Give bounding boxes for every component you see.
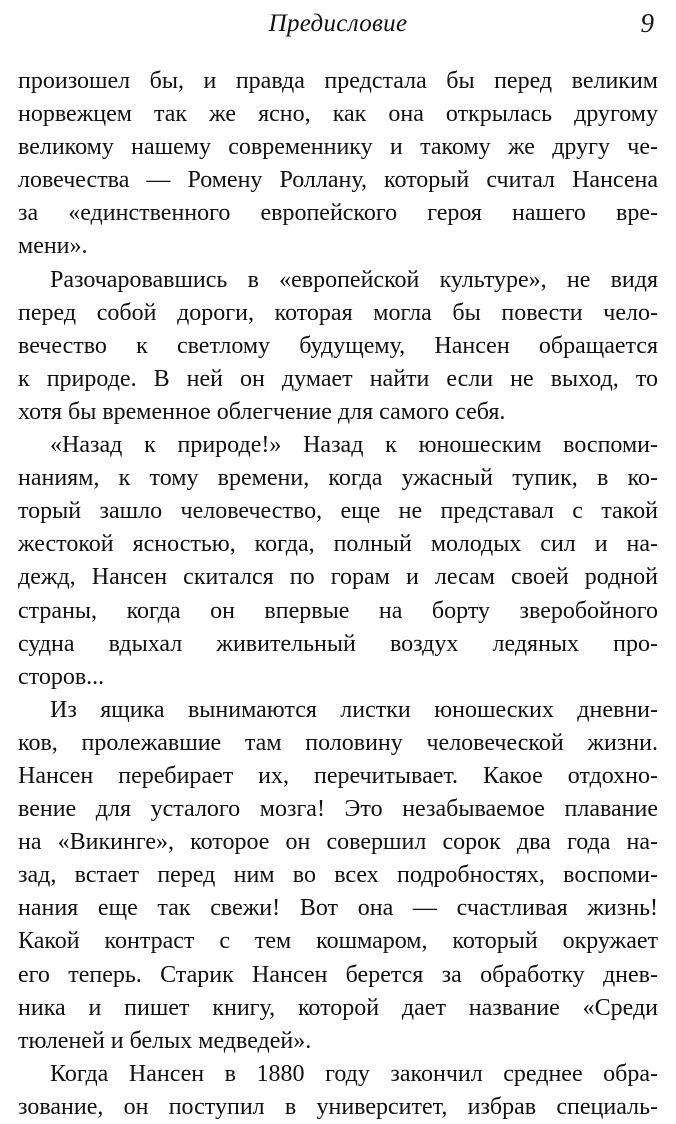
text-line: нания еще так свежи! Вот она — счастливая жизнь! <box>18 895 658 922</box>
text-line: сторов... <box>18 663 105 690</box>
text-line: ника и пишет книгу, которой дает название «Среди <box>18 994 658 1021</box>
text-line: дежд, Нансен скитался по горам и лесам своей родной <box>18 564 658 591</box>
text-line: его теперь. Старик Нансен берется за обработку днев- <box>18 961 658 988</box>
text-line: великому нашему современнику и такому же другу че- <box>18 134 658 161</box>
running-header <box>0 6 676 46</box>
text-line: вение для усталого мозга! Это незабываемое плавание <box>18 796 658 823</box>
text-line: Нансен перебирает их, перечитывает. Какое отдохно- <box>18 762 658 789</box>
text-line: норвежцем так же ясно, как она открылась другому <box>18 101 658 128</box>
text-line: вечество к светлому будущему, Нансен обращается <box>18 332 658 359</box>
paragraph-start-line: Когда Нансен в 1880 году закончил среднее обра- <box>50 1060 658 1087</box>
text-line: тюленей и белых медведей». <box>18 1027 312 1054</box>
running-title: Предисловие <box>268 10 408 37</box>
text-line: за «единственного европейского героя нашего вре- <box>18 200 658 227</box>
text-line: хотя бы временное облегчение для самого себя. <box>18 398 506 425</box>
text-line: зад, встает перед ним во всех подробностях, воспоми- <box>18 862 658 889</box>
body-text <box>18 65 658 1124</box>
paragraph-start-line: «Назад к природе!» Назад к юношеским воспоми- <box>50 432 658 459</box>
text-line: ловечества — Ромену Роллану, который считал Нансена <box>18 167 658 194</box>
text-line: ков, пролежавшие там половину человеческой жизни. <box>18 729 658 756</box>
text-line: на «Викинге», которое он совершил сорок два года на- <box>18 829 658 856</box>
text-line: судна вдыхал живительный воздух ледяных про- <box>18 630 658 657</box>
text-line: жестокой ясностью, когда, полный молодых сил и на- <box>18 531 658 558</box>
text-line: к природе. В ней он думает найти если не выход, то <box>18 365 658 392</box>
text-line: Какой контраст с тем кошмаром, который окружает <box>18 928 658 955</box>
text-line: перед собой дороги, которая могла бы повести чело- <box>18 299 658 326</box>
text-line: произошел бы, и правда предстала бы перед великим <box>18 68 658 94</box>
text-line: мени». <box>18 233 88 260</box>
paragraph-start-line: Разочаровавшись в «европейской культуре», не видя <box>50 266 658 293</box>
text-line: страны, когда он впервые на борту зверобойного <box>18 597 658 624</box>
text-line: наниям, к тому времени, когда ужасный тупик, в ко- <box>18 465 658 492</box>
page-number: 9 <box>640 8 654 38</box>
text-line: зование, он поступил в университет, избрав специаль- <box>18 1093 658 1120</box>
text-line: торый зашло человечество, еще не представал с такой <box>18 498 658 525</box>
paragraph-start-line: Из ящика вынимаются листки юношеских дневни- <box>50 696 658 723</box>
